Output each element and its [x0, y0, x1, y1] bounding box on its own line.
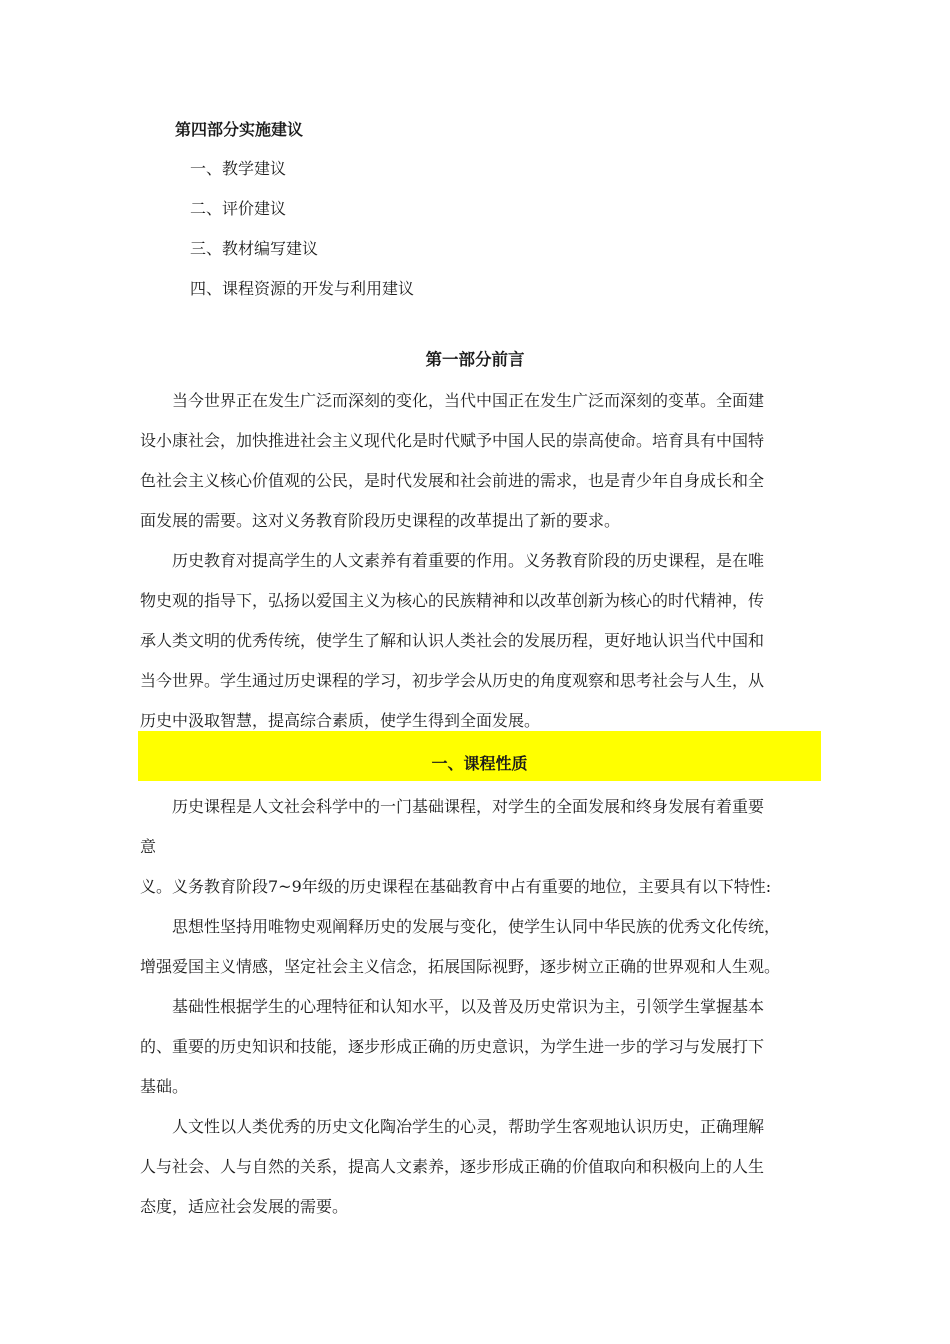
- intro-p2-line-4: 当今世界。学生通过历史课程的学习，初步学会从历史的角度观察和思考社会与人生，从: [140, 671, 765, 690]
- nature-line-1: 历史课程是人文社会科学中的一门基础课程，对学生的全面发展和终身发展有着重要: [172, 797, 765, 816]
- humanity-line-2: 人与社会、人与自然的关系，提高人文素养，逐步形成正确的价值取向和积极向上的人生: [140, 1157, 765, 1176]
- thought-line-1: 思想性坚持用唯物史观阐释历史的发展与变化，使学生认同中华民族的优秀文化传统，: [172, 917, 781, 936]
- intro-p2-line-3: 承人类文明的优秀传统，使学生了解和认识人类社会的发展历程，更好地认识当代中国和: [140, 631, 765, 650]
- toc-item-textbook: 三、教材编写建议: [190, 239, 319, 258]
- basic-line-3: 基础。: [140, 1077, 189, 1096]
- part4-heading: 第四部分实施建议: [175, 120, 304, 139]
- intro-p2-line-2: 物史观的指导下，弘扬以爱国主义为核心的民族精神和以改革创新为核心的时代精神，传: [140, 591, 765, 610]
- intro-p1-line-2: 设小康社会，加快推进社会主义现代化是时代赋予中国人民的崇高使命。培育具有中国特: [140, 431, 765, 450]
- section-course-nature-banner: [138, 731, 821, 781]
- nature-line-3: 义。义务教育阶段7~9年级的历史课程在基础教育中占有重要的地位，主要具有以下特性:: [140, 877, 772, 896]
- basic-line-2: 的、重要的历史知识和技能，逐步形成正确的历史意识，为学生进一步的学习与发展打下: [140, 1037, 765, 1056]
- humanity-line-3: 态度，适应社会发展的需要。: [140, 1197, 349, 1216]
- nature-line-2: 意: [140, 837, 157, 856]
- ideological-paragraph: [140, 907, 820, 987]
- toc-item-evaluation: 二、评价建议: [190, 199, 287, 218]
- intro-p2-line-1: 历史教育对提高学生的人文素养有着重要的作用。义务教育阶段的历史课程，是在唯: [172, 551, 765, 570]
- thought-line-2: 增强爱国主义情感，坚定社会主义信念，拓展国际视野，逐步树立正确的世界观和人生观。: [140, 957, 781, 976]
- section-course-nature-heading: 一、课程性质: [431, 754, 528, 773]
- humanity-line-1: 人文性以人类优秀的历史文化陶冶学生的心灵，帮助学生客观地认识历史，正确理解: [172, 1117, 765, 1136]
- basic-line-1: 基础性根据学生的心理特征和认知水平，以及普及历史常识为主，引领学生掌握基本: [172, 997, 765, 1016]
- intro-p1-line-3: 色社会主义核心价值观的公民，是时代发展和社会前进的需求，也是青少年自身成长和全: [140, 471, 765, 490]
- intro-p1-line-1: 当今世界正在发生广泛而深刻的变化，当代中国正在发生广泛而深刻的变革。全面建: [172, 391, 765, 410]
- intro-p1-line-4: 面发展的需要。这对义务教育阶段历史课程的改革提出了新的要求。: [140, 511, 621, 530]
- foundational-paragraph: [140, 987, 820, 1107]
- intro-p2-line-5: 历史中汲取智慧，提高综合素质，使学生得到全面发展。: [140, 711, 541, 730]
- intro-paragraph-1: [140, 381, 820, 541]
- part1-heading: 第一部分前言: [425, 350, 525, 369]
- course-nature-paragraph: [140, 787, 820, 907]
- toc-item-teaching: 一、教学建议: [190, 159, 287, 178]
- intro-paragraph-2: [140, 541, 820, 741]
- humanistic-paragraph: [140, 1107, 820, 1227]
- toc-item-resources: 四、课程资源的开发与利用建议: [190, 279, 415, 298]
